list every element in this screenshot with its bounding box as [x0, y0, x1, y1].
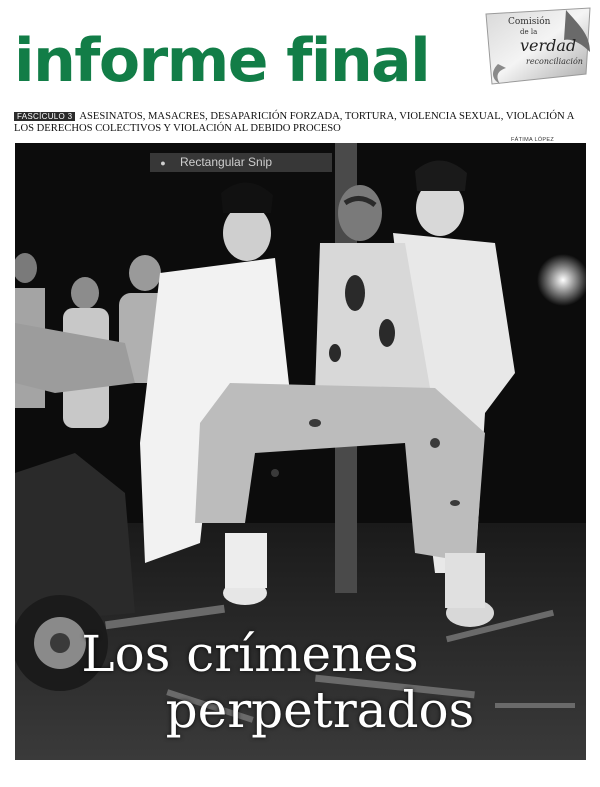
logo-line2: de la [520, 28, 538, 36]
rectangular-snip-overlay[interactable] [150, 153, 332, 172]
issue-subtitle [14, 111, 586, 135]
headline-line-2: perpetrados [165, 681, 475, 739]
dot-icon: ● [160, 158, 166, 168]
photo-credit: FÁTIMA LÓPEZ [510, 137, 554, 143]
headline-line-1: Los crímenes [81, 625, 419, 683]
fasciculo-badge: FASCÍCULO 3 [14, 112, 75, 121]
masthead-title: informe final [14, 26, 430, 96]
logo-line4: reconciliación [526, 57, 583, 66]
issue-topics: ASESINATOS, MASACRES, DESAPARICIÓN FORZADA, TORTURA, VIOLENCIA SEXUAL, VIOLACIÓN A LOS DERECHOS COLECTIVOS Y VIOLACIÓN AL DEBIDO PROCESO [14, 111, 574, 134]
logo-line3: verdad [520, 36, 577, 55]
commission-logo [478, 4, 596, 92]
snip-label: Rectangular Snip [180, 155, 273, 169]
logo-line1: Comisión [508, 17, 551, 27]
